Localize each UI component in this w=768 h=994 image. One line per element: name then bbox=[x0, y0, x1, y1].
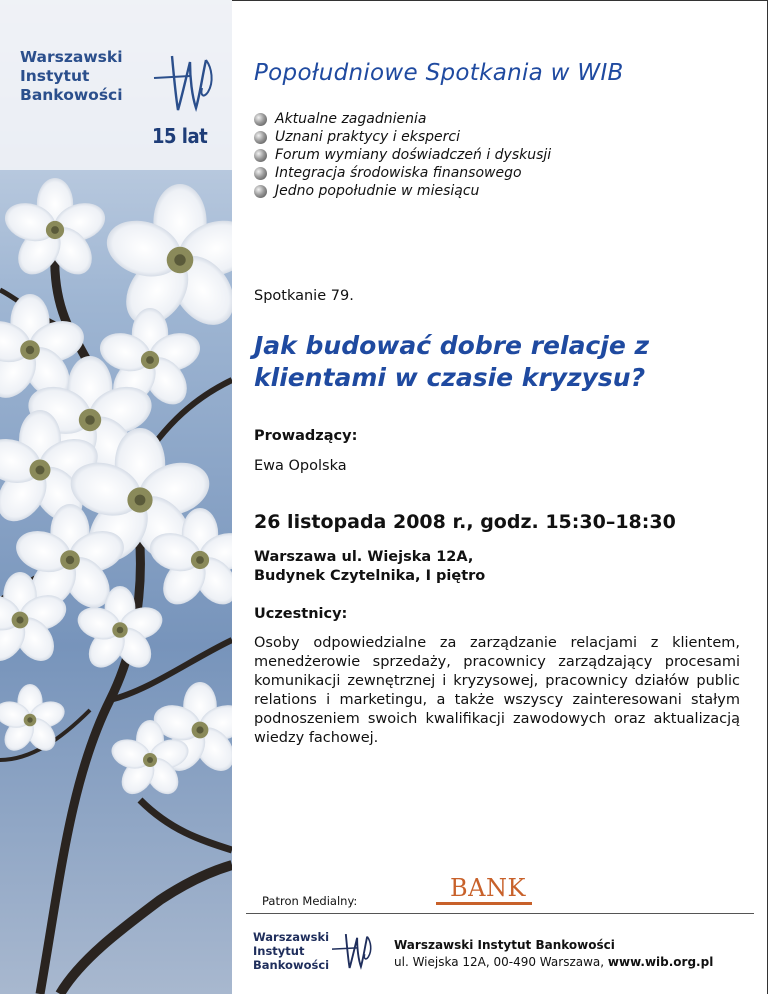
page-title: Popołudniowe Spotkania w WIB bbox=[254, 60, 624, 86]
feature-item: Jedno popołudnie w miesiącu bbox=[254, 182, 551, 200]
logo-line-1: Warszawski bbox=[20, 48, 123, 66]
footer-logo-line-2: Instytut bbox=[253, 944, 305, 958]
topic-line-2: klientami w czasie kryzysu? bbox=[254, 363, 646, 392]
feature-item: Aktualne zagadnienia bbox=[254, 110, 551, 128]
feature-item: Integracja środowiska finansowego bbox=[254, 164, 551, 182]
bank-logo-underline bbox=[436, 902, 532, 905]
bullet-icon bbox=[254, 113, 267, 126]
organization-address bbox=[394, 955, 713, 969]
anniversary-label: 15 lat bbox=[152, 124, 208, 148]
meeting-date: 26 listopada 2008 r., godz. 15:30–18:30 bbox=[254, 511, 676, 533]
blossom-illustration bbox=[0, 0, 232, 994]
host-name: Ewa Opolska bbox=[254, 458, 347, 474]
bullet-icon bbox=[254, 185, 267, 198]
footer-divider bbox=[246, 913, 754, 914]
meeting-number: Spotkanie 79. bbox=[254, 288, 354, 304]
logo-line-3: Bankowości bbox=[20, 86, 123, 104]
feature-list bbox=[254, 110, 551, 200]
bullet-icon bbox=[254, 131, 267, 144]
meeting-topic bbox=[254, 330, 734, 394]
feature-item: Forum wymiany doświadczeń i dyskusji bbox=[254, 146, 551, 164]
website-link[interactable]: www.wib.org.pl bbox=[607, 955, 714, 969]
bank-logo: BANK bbox=[450, 874, 526, 902]
participants-text: Osoby odpowiedzialne za zarządzanie relacjami z klientem, menedżerowie sprzedaży, pracownicy zarządzający procesami komunikacji zewnętrznej i kryzysowej, pracownicy działów public relations i marketingu, a także wszyscy zainteresowani stałym podnoszeniem swoich kwalifikacji zawodowych oraz aktualizacją wiedzy fachowej. bbox=[254, 635, 740, 746]
wib-signature-footer-icon bbox=[332, 926, 376, 976]
meeting-address bbox=[254, 548, 485, 586]
topic-line-1: Jak budować dobre relacje z bbox=[254, 331, 650, 360]
host-label: Prowadzący: bbox=[254, 428, 358, 444]
organization-name: Warszawski Instytut Bankowości bbox=[394, 938, 615, 952]
address-line-1: Warszawa ul. Wiejska 12A, bbox=[254, 549, 474, 565]
blossom-photo bbox=[0, 0, 232, 994]
bullet-icon bbox=[254, 167, 267, 180]
footer-logo-line-3: Bankowości bbox=[253, 958, 330, 972]
footer-logo-line-1: Warszawski bbox=[253, 930, 330, 944]
logo-line-2: Instytut bbox=[20, 67, 90, 85]
wib-signature-icon bbox=[150, 48, 220, 118]
patron-label: Patron Medialny: bbox=[262, 894, 358, 908]
wib-logo bbox=[20, 48, 123, 105]
participants-label: Uczestnicy: bbox=[254, 606, 348, 622]
bullet-icon bbox=[254, 149, 267, 162]
address-line-2: Budynek Czytelnika, I piętro bbox=[254, 568, 486, 584]
feature-item: Uznani praktycy i eksperci bbox=[254, 128, 551, 146]
address-text: ul. Wiejska 12A, 00-490 Warszawa, bbox=[394, 955, 605, 969]
wib-logo-footer bbox=[253, 930, 329, 972]
